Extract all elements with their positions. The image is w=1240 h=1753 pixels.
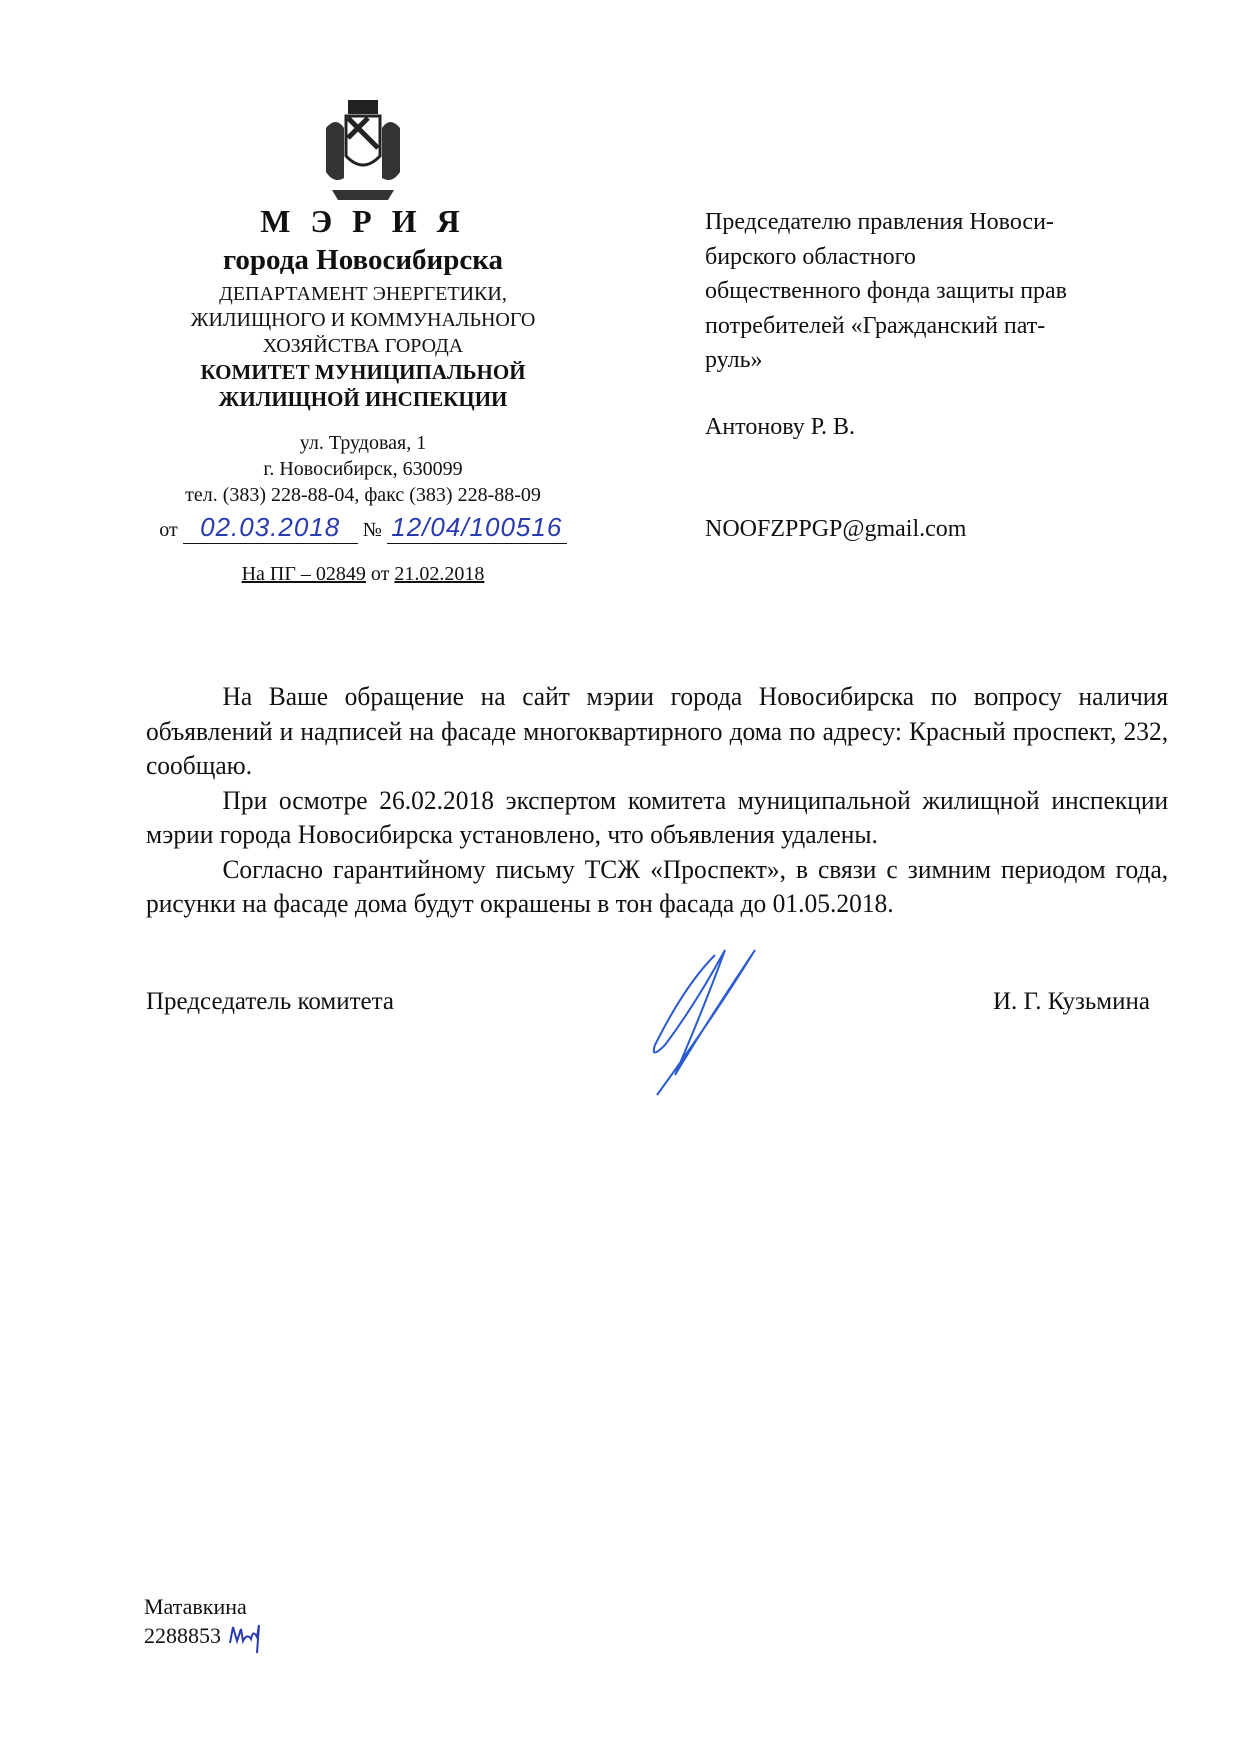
recipient-line: Председателю правления Новоси- [705,209,1054,235]
date-prefix: от [159,519,178,541]
recipient-block [705,205,1175,378]
body-paragraph: Согласно гарантийному письму ТСЖ «Проспект», в связи с зимним периодом года, рисунки на фасаде дома будут окрашены в тон фасада до 01.05.2018. [146,854,1169,918]
initials-signature [227,1621,267,1655]
outgoing-date: 02.03.2018 [183,512,358,544]
reference-number: На ПГ – 02849 [241,563,366,585]
signatory-name: И. Г. Кузьмина [993,988,1150,1015]
address-line: ул. Трудовая, 1 [299,432,427,454]
body-paragraph: При осмотре 26.02.2018 экспертом комитета муниципальной жилищной инспекции мэрии города Новосибирска установлено, что объявления удалены. [146,785,1169,849]
reference-date: 21.02.2018 [394,563,485,585]
department-line: ДЕПАРТАМЕНТ ЭНЕРГЕТИКИ, [219,283,507,305]
executor-name: Матавкина [144,1594,247,1619]
city-coat-of-arms-icon [318,98,408,210]
body-paragraph: На Ваше обращение на сайт мэрии города Новосибирска по вопросу наличия объявлений и надписей на фасаде многоквартирного дома по адресу: Красный проспект, 232, сообщаю. [146,682,1169,780]
signatory-position: Председатель комитета [146,988,394,1015]
reference-line [133,563,593,586]
phone-fax-line: тел. (383) 228-88-04, факс (383) 228-88-09 [185,484,541,506]
committee-line: КОМИТЕТ МУНИЦИПАЛЬНОЙ [200,360,526,384]
department-line: ЖИЛИЩНОГО И КОММУНАЛЬНОГО [190,309,536,331]
executor-phone-number: 2288853 [144,1623,221,1648]
recipient-name: Антонову Р. В. [705,414,856,440]
recipient-line: руль» [705,347,763,373]
letterhead-city: города Новосибирска [222,244,504,276]
recipient-line: общественного фонда защиты прав [705,278,1068,304]
reference-from: от [370,563,390,585]
committee-line: ЖИЛИЩНОЙ ИНСПЕКЦИИ [218,387,508,411]
number-prefix: № [362,519,382,541]
recipient-line: бирского областного [705,243,916,270]
outgoing-registration [133,512,593,544]
recipient-line: потребителей «Гражданский пат- [705,312,1046,339]
outgoing-number: 12/04/100516 [387,512,567,544]
recipient-email: NOOFZPPGP@gmail.com [705,516,967,542]
department-line: ХОЗЯЙСТВА ГОРОДА [262,335,464,357]
address-line: г. Новосибирск, 630099 [263,458,463,480]
handwritten-signature [645,945,775,1100]
letter-body [146,680,1168,922]
letterhead-title: М Э Р И Я [260,203,466,239]
executor-phone [144,1621,267,1655]
